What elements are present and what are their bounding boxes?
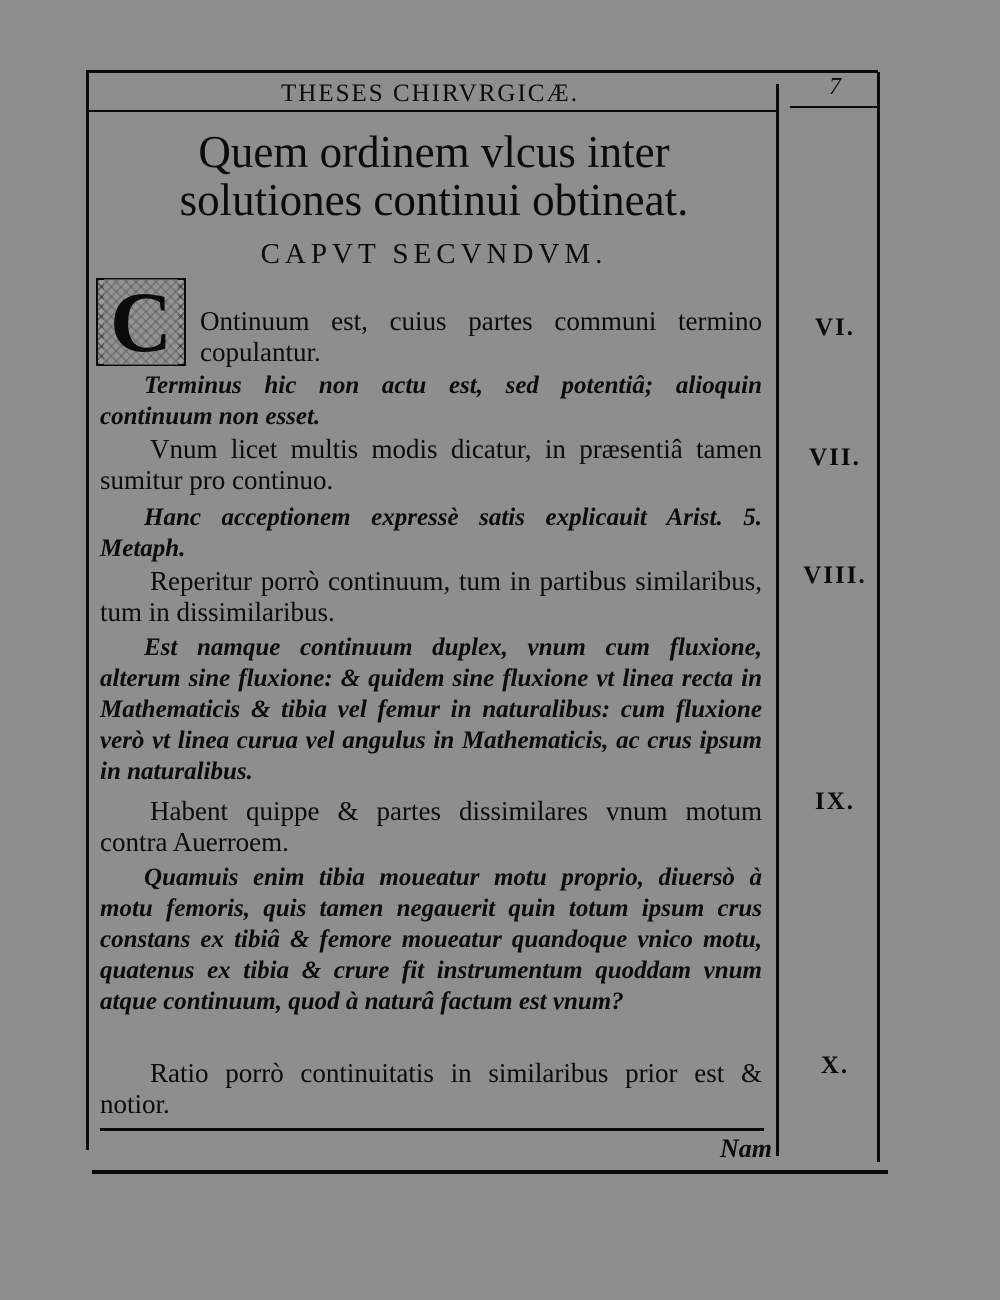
thesis-paragraph: Ontinuum est, cuius partes communi termino copulantur. bbox=[200, 306, 762, 367]
commentary-paragraph: Est namque continuum duplex, vnum cum fluxione, alterum sine fluxione: & quidem sine fluxione vt linea recta in Mathematicis & tibia vel femur in naturalibus: cum fluxione verò vt linea curua vel angulus in Mathematicis, ac crus ipsum in naturalibus. bbox=[100, 634, 762, 785]
chapter-number: CAPVT SECVNDVM. bbox=[260, 238, 608, 270]
decorated-initial-letter: C bbox=[104, 279, 178, 365]
thesis-paragraph: Vnum licet multis modis dicatur, in præsentiâ tamen sumitur pro continuo. bbox=[100, 434, 762, 495]
text-column-border bbox=[776, 84, 779, 1156]
margin-thesis-number: IX. bbox=[814, 788, 856, 815]
margin-thesis-number: VI. bbox=[814, 314, 856, 341]
head-underline bbox=[86, 110, 776, 112]
margin-thesis-number: VIII. bbox=[803, 562, 867, 589]
chapter-title: Quem ordinem vlcus inter solutiones continui obtineat. bbox=[179, 127, 689, 225]
top-rule bbox=[86, 70, 878, 73]
bottom-rule bbox=[92, 1170, 888, 1174]
catchword: Nam bbox=[720, 1134, 772, 1163]
thesis-paragraph: Ratio porrò continuitatis in similaribus prior est & notior. bbox=[100, 1058, 762, 1119]
text-bottom-rule bbox=[100, 1128, 764, 1131]
decorated-initial bbox=[96, 274, 186, 370]
commentary-paragraph: Quamuis enim tibia moueatur motu proprio, diuersò à motu femoris, quis tamen negauerit quin totum ipsum crus constans ex tibiâ & femore moueatur quandoque vnico motu, quatenus ex tibia & crure fit instrumentum quoddam vnum atque continuum, quod à naturâ factum est vnum? bbox=[100, 864, 762, 1015]
right-border bbox=[877, 72, 880, 1162]
thesis-paragraph: Reperitur porrò continuum, tum in partibus similaribus, tum in dissimilaribus. bbox=[100, 566, 762, 627]
thesis-paragraph: Habent quippe & partes dissimilares vnum motum contra Auerroem. bbox=[100, 796, 762, 857]
folio-underline bbox=[790, 106, 878, 108]
left-border bbox=[86, 70, 89, 1150]
margin-thesis-number: X. bbox=[820, 1052, 850, 1079]
page-number: 7 bbox=[829, 74, 841, 100]
commentary-paragraph: Terminus hic non actu est, sed potentiâ; alioquin continuum non esset. bbox=[100, 372, 762, 430]
commentary-paragraph: Hanc acceptionem expressè satis explicauit Arist. 5. Metaph. bbox=[100, 504, 762, 562]
running-head: THESES CHIRVRGICÆ. bbox=[281, 80, 579, 107]
margin-thesis-number: VII. bbox=[809, 444, 861, 471]
